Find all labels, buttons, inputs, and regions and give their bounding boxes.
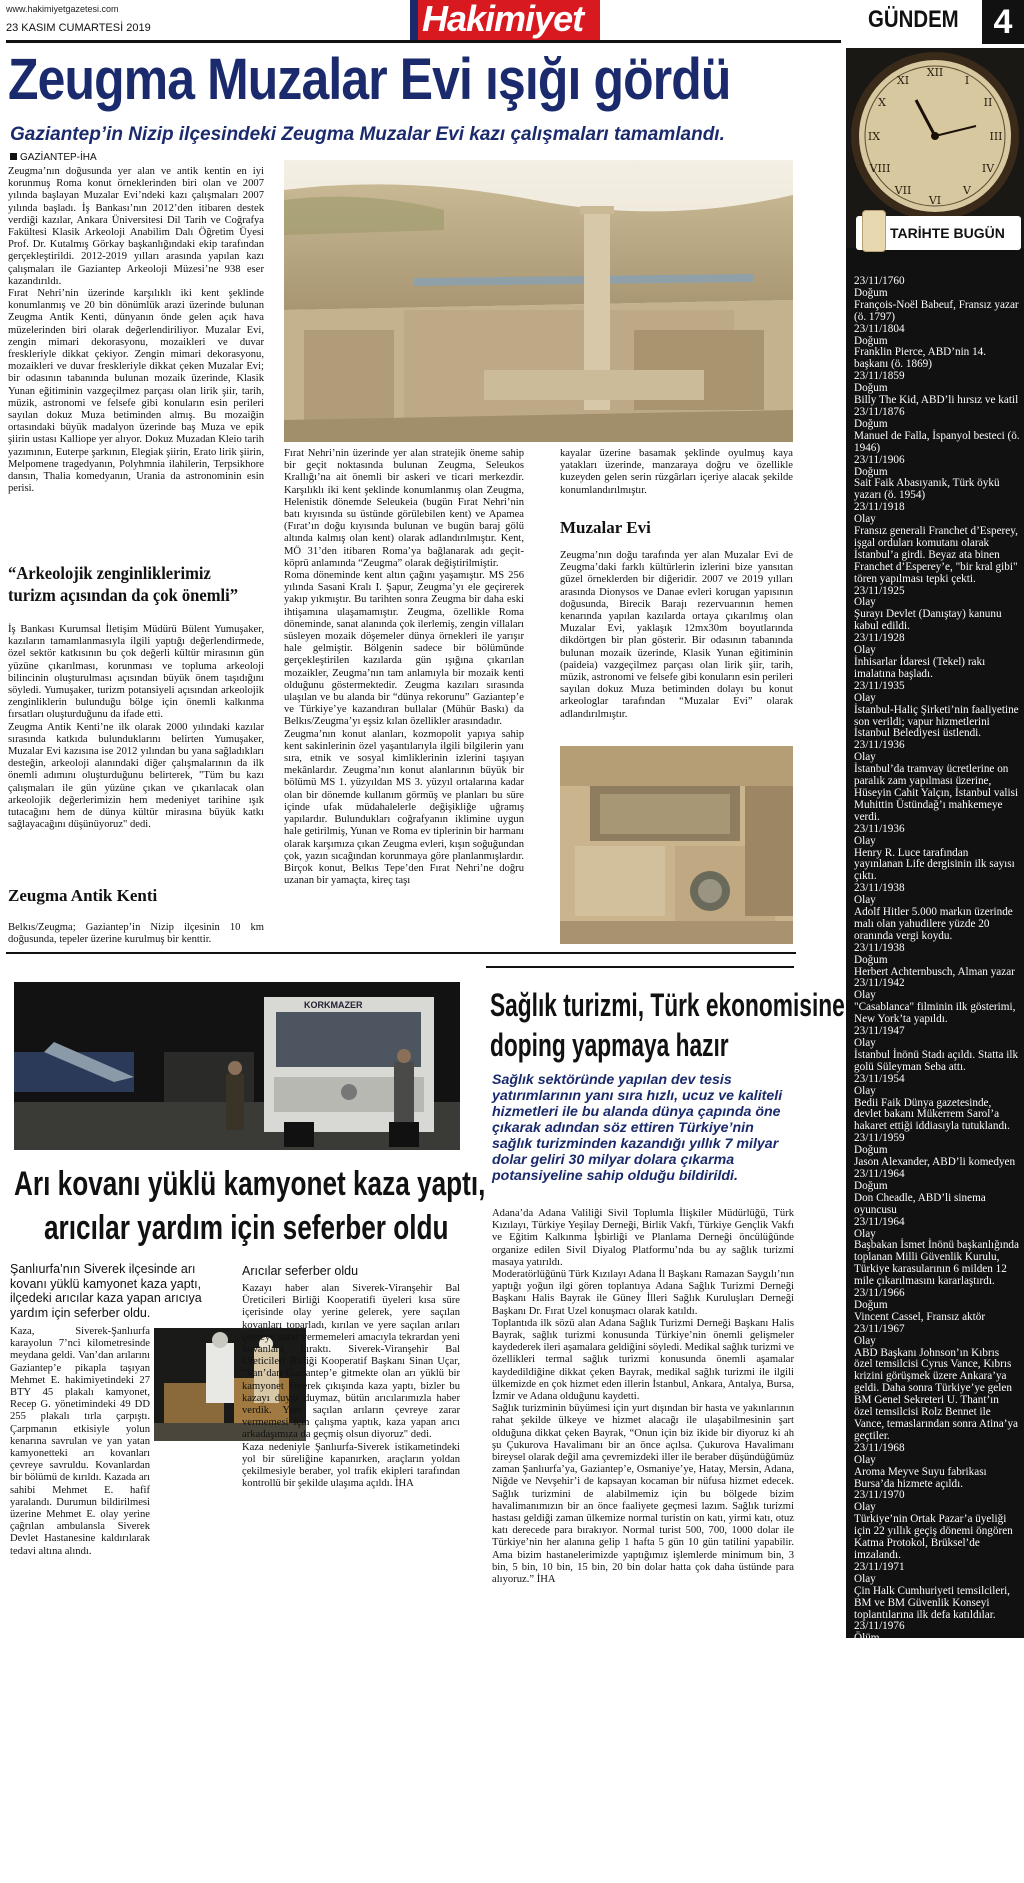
muzalar-evi-image bbox=[560, 746, 793, 944]
svg-text:V: V bbox=[963, 184, 971, 197]
article2-text2: Kazayı haber alan Siverek-Viranşehir Bal Üreticileri Birliği Kooperatifi üyeleri kısa süre içerisinde olay yerine gelerek, yere saçılan kovanları toparladı, kırılan ve yere saçılan arıları çevreye zarar vermemeleri amacıyla tekrardan yeni kovanlara bıraktı. Siverek-Viranşehir Bal Üreticileri Birliği Kooperatif Başkanı Sinan Uçar, "Van’dan Gaziantep’e gitmekte olan arı yüklü bir kamyonet Siverek çıkışında kaza yaptı, bizler bu kazayı duyar duymaz, bütün arıcılarımızla haber verdik. Yere saçılan arıların çevreye zarar vermemesi için çalışma yaptık, kaza yapan arıcı arkadaşımıza da geçmiş olsun diyoruz" dedi. Kaza nedeniyle Şanlıurfa-Siverek istikametindeki yol bir süreliğine kapanırken, araçların yoldan çekilmesiyle beraber, yol trafik ekipleri tarafından kontrollü bir şekilde ulaşıma açıldı. İHA bbox=[242, 1283, 460, 1490]
svg-text:X: X bbox=[878, 96, 886, 109]
article1-col2-text: Fırat Nehri’nin üzerinde yer alan stratejik öneme sahip bir geçit noktasında bulunan Zeugma, Seleukos Krallığı’na ait önemli bir askeri ve ticari merkezdir. Karşılıklı iki kent şeklinde konumlanmış olan Zeugma, Helenistik dönemde Seleukeia (bugün Fırat Nehri’nin batı kıyısında su üstünde görülebilen kent) ve Apamea (Fırat’ın doğu kıyısında bulunan ve bugün baraj gölü altında kalmış olan kent) olarak adlandırılmıştır. Kent, MÖ 31’den itibaren Roma’ya bağlanarak adı geçit-köprü anlamında “Zeugma” olarak değiştirilmiştir. Roma döneminde kent altın çağını yaşamıştır. MS 256 yılında Sasani Kralı I. Şapur, Zeugma’yı ele geçirerek yakıp yıkmıştır. Bu tarihten sonra Zeugma bir daha eski ihtişamına ulaşamamıştır. Zeugma, özellikle Roma döneminde, sanat alanında çok ilerlemiş, zengin villaları süsleyen mozaik döşemeler dünya örnekleri ile yarışır hale gelmiştir. Bölgenin sadece bir bölümünde gerçekleştirilen kazılarda gün ışığına çıkarılan mozaikler, Zeugma’nın tam anlamıyla bir mozaik kenti olduğunu göstermektedir. Zeugma kazıları sırasında ulaşılan ve bu alanda bir “dünya rekorunu” Gaziantep’e ve Türkiye’ye kazandıran bullalar (Mühür Baskı) da Belkıs/Zeugma’yı eşsiz kılan özellikler arasındadır. Zeugma’nın konut alanları, kozmopolit yapıya sahip kent sakinlerinin özel yaşantılarıyla ilgili bilgilerin yanı sıra, etnik ve sosyal kimliklerinin izlerini taşıyan mekânlardır. Zeugma’nın konut alanlarının büyük bir bölümü MS 1. yüzyıldan MS 3. yüzyıl ortalarına kadar olan bir dönemde kullanım görmüş ve planları bu süre içinde ufak müdahalelerle değişikliğe uğramış yapılardır. Bulundukları coğrafyanın iklimine uygun hale getirilmiş, Yunan ve Roma ev tiplerinin bir harmanı olarak karşımıza çıkan Zeugma evleri, kışın soğuğundan çok, yazın sıcağından korunmaya göre planlanmışlardır. Birçok konut, Belkıs Tepe’den Fırat Nehri’ne doğru uzanan bir yamaçta, kireç taşı bbox=[284, 448, 524, 887]
article3-headline-line2: doping yapmaya hazır bbox=[490, 1027, 729, 1063]
scroll-icon bbox=[862, 210, 886, 252]
article3-top-rule bbox=[486, 966, 794, 968]
article1-quote-heading: “Arkeolojik zenginliklerimiz turizm açısından da çok önemli” bbox=[8, 563, 239, 605]
logo-stripe-icon bbox=[410, 0, 418, 40]
article1-col1-text3: Belkıs/Zeugma; Gaziantep’in Nizip ilçesinin 10 km doğusunda, tepeler üzerine kurulmuş bir kenttir. bbox=[8, 922, 264, 946]
article1-headline: Zeugma Muzalar Evi ışığı gördü bbox=[8, 47, 731, 112]
article1-col1-text: Zeugma’nın doğusunda yer alan ve antik kentin en iyi korunmuş Roma konut örneklerinden biri olan ve 2007 yılında başlayan Muzalar Evi’ndeki kazı çalışmaları 2007 yılında başladı. İş Bankası’nın 2012’den itibaren destek verdiği kazılar, Ankara Üniversitesi Dil Tarih ve Coğrafya Fakültesi Klasik Arkeoloji Anabilim Dalı Öğretim Üyesi Prof. Dr. Kutalmış Görkay başkanlığındaki ekip tarafından gerçekleştirildi. 2012-2019 yılları arasında yapılan kazı çalışmaları ile Gaziantep Arkeoloji Müzesi’ne 938 eser kazandırıldı. Fırat Nehri’nin üzerinde karşılıklı iki kent şeklinde konumlanmış ve 20 bin dönümlük arazi üzerinde bulunan Zeugma Antik Kenti, dünyanın önde gelen açık hava müzelerinden biri olarak değerlendiriliyor. Muzalar Evi, zengin mimari dekorasyonu, mozaikleri ve duvar freskleriyle dikkat çekiyor. Zengin mimari dekorasyonu, mozaikleri ve duvar freskleriyle dikkat çeken Muzalar Evi; bir odasının tabanında bulunan mozaik üzerinde, Klasik Yunan eğitiminin vazgeçilmez parçası olan lirik şiir, tarih, müzik, astronomi ve felsefe gibi konuların esin perileri sayılan dokuz Muza betiminden almış. Bu mozaiğin ortasındaki büyük madalyon üzerinde baş Muza ve epik şiirin ustası Kalliope yer alıyor. Dokuz Muzadan Kleio tarih yazımının, Euterpe şarkının, Elegiak şiirin, Erato lirik şiirin, Melpomene tragedyanın, Polyhmnia ilahilerin, Terpsikhore dansın, Thalia komedyanın, Urania da astronominin esin perisi. bbox=[8, 166, 264, 495]
article1-col1-text2: İş Bankası Kurumsal İletişim Müdürü Bülent Yumuşaker, kazıların tamamlanmasıyla ilgili yaptığı değerlendirmede, özel sektör katkısının bu çok değerli kültür mirasının gün yüzüne çıkarılması, korunması ve topluma arkeoloji bilincinin oluşturulması açısından büyük önem taşıdığını söyledi. Yumuşaker, turizm potansiyeli açısından arkeolojik zenginliklerin bulunduğu bölge için önemli kalkınma fırsatları oluşturduğunu da ifade etti. Zeugma Antik Kenti’ne ilk olarak 2000 yılındaki kazılar sırasında katkıda bulunduklarını belirten Yumuşaker, Muzalar Evi kazısına ise 2012 yılından bu yana sağladıkları desteğin, arkeoloji alanındaki diğer çalışmalarının da ilk önemli adımını oluşturduğunu belirterek, "Tüm bu kazı çalışmaları ile gün yüzüne çıkan ve çıkarılacak olan arkeolojik değerlerimizin hem medeniyet tarihine ışık tutacağını hem de dünya kültür mirasına büyük katkı sağlayacağını düşünüyoruz" dedi. bbox=[8, 624, 264, 831]
muzalar-evi-photo bbox=[560, 746, 793, 944]
excavation-column-photo bbox=[284, 160, 793, 442]
svg-text:I: I bbox=[964, 74, 970, 87]
truck-brand-text: KORKMAZER bbox=[304, 1000, 363, 1010]
sidebar-entries: 23/11/1760 Doğum François-Noël Babeuf, Fransız yazar (ö. 1797) 23/11/1804 Doğum Franklin Pierce, ABD’nin 14. başkanı (ö. 1869) 23/11/1859 Doğum Billy The Kid, ABD’li hırsız ve katil 23/11/1876 Doğum Manuel de Falla, İspanyol besteci (ö. 1946) 23/11/1906 Doğum Sait Faik Abasıyanık, Türk öykü yazarı (ö. 1954) 23/11/1918 Olay Fransız generali Franchet d’Esperey, işgal orduları komutanı olarak İstanbul’a girdi. Beyaz ata binen Franchet d’Esperey’e, "bir kral gibi" tören yapılması tepki çekti. 23/11/1925 Olay Şurayı Devlet (Danıştay) kanunu kabul edildi. 23/11/1928 Olay İnhisarlar İdaresi (Tekel) rakı imalatına başladı. 23/11/1935 Olay İstanbul-Haliç Şirketi’nin faaliyetine son verildi; vapur hizmetlerini İstanbul Belediyesi üstlendi. 23/11/1936 Olay İstanbul’da tramvay ücretlerine on paralık zam yapılması üzerine, Hüseyin Cahit Yalçın, İstanbul valisi Muhittin Üstündağ’ı mahkemeye verdi. 23/11/1936 Olay Henry R. Luce tarafından yayınlanan Life dergisinin ilk sayısı çıktı. 23/11/1938 Olay Adolf Hitler 5.000 markın üzerinde malı olan yahudilere yüzde 20 oranında vergi koydu. 23/11/1938 Doğum Herbert Achternbusch, Alman yazar 23/11/1942 Olay "Casablanca" filminin ilk gösterimi, New York’ta yapıldı. 23/11/1947 Olay İstanbul İnönü Stadı açıldı. Statta ilk golü Süleyman Seba attı. 23/11/1954 Olay Bedii Faik Dünya gazetesinde, devlet bakanı Mükerrem Sarol’a hakaret ettiği iddiasıyla tutuklandı. 23/11/1959 Doğum Jason Alexander, ABD’li komedyen 23/11/1964 Doğum Don Cheadle, ABD’li sinema oyuncusu 23/11/1964 Olay Başbakan İsmet İnönü başkanlığında toplanan Milli Güvenlik Kurulu, Türkiye karasularının 6 milden 12 mile çıkarılmasını kararlaştırdı. 23/11/1966 Doğum Vincent Cassel, Fransız aktör 23/11/1967 Olay ABD Başkanı Johnson’ın Kıbrıs özel temsilcisi Cyrus Vance, Kıbrıs krizini görüşmek üzere Ankara’ya geldi. Daha sonra Türkiye’ye gelen BM Genel Sekreteri U. Thant’ın özel temsilcisi Rolz Bennet ile Vance, temaslarından sonra Atina’ya geçtiler. 23/11/1968 Olay Aroma Meyve Suyu fabrikası Bursa’da hizmete açıldı. 23/11/1970 Olay Türkiye’nin Ortak Pazar’a üyeliği için 22 yıllık geçiş dönemi öngören Katma Protokol, Brüksel’de imzalandı. 23/11/1971 Olay Çin Halk Cumhuriyeti temsilcileri, BM ve BM Güvenlik Konseyi toplantılarına ilk defa katıldılar. 23/11/1976 Ölüm Fransız düşünürü Andre Malraux öldü. 23/11/1979 Ölüm Merle Oberon sinema oyuncusu (d. 19 Şubat 1911) 23/11/1979 Doğum Nihat Kahveci, Türk Futbolcu 23/11/1980 Olay Güney İtalya’da deprem: yaklaşık 4.800 kişi öldü. 23/11/1981 Doğum Nick Carle, Avustralyalı futbolcu 23/11/1984 Doğum Lucas Grabeel, ABD li oyuncu ve şarkıcı bbox=[854, 275, 1020, 1883]
svg-text:XI: XI bbox=[896, 74, 910, 87]
svg-text:III: III bbox=[989, 130, 1003, 143]
excavation-column-image bbox=[284, 160, 793, 442]
article1-sub2-heading: Muzalar Evi bbox=[560, 518, 651, 537]
article2-text1: Kaza, Siverek-Şanlıurfa karayolun 7’nci kilometresinde meydana geldi. Van’dan arılarını Gaziantep’e pikapla taşıyan Mehmet E. hakimiyetindeki 27 BTY 45 plakalı kamyonet, Recep G. yönetimindeki 49 DD 255 plakalı tırla çarpıştı. Çarpmanın etkisiyle yolun kenarına savrulan ve yan yatan kamyonetteki arı kovanları çevreye savruldu. Kovanlardan bir bölümü de kırıldı. Kazada arı sahibi Mehmet E. hafif yaralandı. Durumun bildirilmesi üzerine Mehmet E. olay yerine çağrılan ambulansla Siverek Devlet Hastanesine kaldırılarak tedavi altına alındı. bbox=[10, 1326, 150, 1557]
header-rule bbox=[6, 40, 841, 43]
sidebar-title: TARİHTE BUGÜN bbox=[890, 225, 1005, 241]
section-label: GÜNDEM bbox=[868, 6, 959, 33]
svg-text:XII: XII bbox=[926, 66, 944, 79]
article1-bottom-rule bbox=[6, 952, 796, 954]
article3-headline-line1: Sağlık turizmi, Türk ekonomisine bbox=[490, 987, 845, 1023]
article3-lead: Sağlık sektöründe yapılan dev tesis yatırımlarının yanı sıra hızlı, ucuz ve kaliteli hizmetleri ile bu alanda dünya çapında öne çıkarak adından söz ettiren Türkiye’nin sağlık turizminden kazandığı yıllık 7 milyar dolar geliri 30 milyar dolara çıkarma potansiyeline sahip olduğu bildirildi. bbox=[492, 1072, 783, 1184]
article1-subheadline: Gaziantep’in Nizip ilçesindeki Zeugma Muzalar Evi kazı çalışmaları tamamlandı. bbox=[10, 124, 725, 145]
logo-text: Hakimiyet bbox=[422, 0, 584, 39]
svg-text:VI: VI bbox=[928, 194, 942, 207]
article2-text1-cont bbox=[10, 1438, 235, 1568]
article2-subheading: Arıcılar seferber oldu bbox=[242, 1264, 359, 1278]
sidebar-title-box bbox=[856, 216, 1021, 250]
svg-text:II: II bbox=[983, 96, 993, 109]
sidebar bbox=[846, 48, 1024, 1883]
article2-headline-line2: arıcılar yardım için seferber oldu bbox=[44, 1209, 449, 1247]
masthead-logo bbox=[410, 0, 600, 40]
accident-photo bbox=[14, 982, 460, 1150]
svg-text:IV: IV bbox=[981, 162, 995, 175]
website-url: www.hakimiyetgazetesi.com bbox=[6, 4, 119, 14]
article1-col3-text2: Zeugma’nın doğu tarafında yer alan Muzalar Evi de Zeugma’daki farklı kültürlerin izlerini bize yansıtan güzel örneklerden bir diğeridir. 2007 ve 2019 yılları arasında Dionysos ve Danae evleri korugan yapısının doğusunda, Birecik Barajı rezervuarının hemen kenarında yapılan kazılarda ortaya çıkarılmış olan Muzalar Evi, yaklaşık 12mx30m boyutlarında dikdörtgen bir plan gösterir. Bir odasının tabanında bulunan mozaik üzerinde, Klasik Yunan eğitiminin (paideia) vazgeçilmez parçası olan lirik şiir, tarih, müzik, astronomi ve felsefe gibi konuların esin perileri sayılan dokuz Muza betiminden dolayı bu konut arkeologlar tarafından “Muzalar Evi” olarak adlandırılmıştır. bbox=[560, 550, 793, 720]
article1-sub1-heading: Zeugma Antik Kenti bbox=[8, 886, 158, 905]
svg-text:VII: VII bbox=[894, 184, 912, 197]
byline-square-icon bbox=[10, 153, 17, 160]
article2-headline-line1: Arı kovanı yüklü kamyonet kaza yaptı, bbox=[14, 1165, 486, 1203]
svg-text:IX: IX bbox=[867, 130, 881, 143]
article1-byline bbox=[10, 152, 97, 163]
issue-date: 23 KASIM CUMARTESİ 2019 bbox=[6, 22, 151, 34]
byline-text: GAZİANTEP-İHA bbox=[20, 152, 97, 163]
page-number: 4 bbox=[982, 0, 1024, 44]
truck-accident-image bbox=[14, 982, 460, 1150]
article1-col3-text: kayalar üzerine basamak şeklinde oyulmuş kaya yatakları üzerinde, manzaraya doğru ve özellikle kuzeyden gelen serin rüzgârları içeriye alacak şekilde konumlandırılmıştır. bbox=[560, 448, 793, 496]
article2-lead: Şanlıurfa’nın Siverek ilçesinde arı kovanı yüklü kamyonet kaza yaptı, ilçedeki arıcılar kaza yapan arıcıya yardım için seferber oldu. bbox=[10, 1262, 202, 1320]
svg-text:VIII: VIII bbox=[869, 162, 891, 175]
article3-text: Adana’da Adana Valiliği Sivil Toplumla İlişkiler Müdürlüğü, Türk Kızılayı, Türkiye Yeşilay Derneği, Birlik Vakfı, Türkiye Gençlik Vakfı ve Eğitim Kalkınma İşbirliği ve Planlama Derneği öncülüğünde organize edilen Sivil Diyalog Platformu’nda bu ay sağlık turizmi masaya yatırıldı. Moderatörlüğünü Türk Kızılayı Adana İl Başkanı Ramazan Saygılı’nın yaptığı yoğun ilgi gören toplantıya Adana Sağlık Turizmi Derneği Başkanı Halis Bayrak ile Güney İlleri Sağlık Kuruluşları Derneği Başkanı Dr. Fırat Uzel konuşmacı olarak katıldı. Toplantıda ilk sözü alan Adana Sağlık Turizmi Derneği Başkanı Halis Bayrak, sağlık turizmi konusunda Türkiye’nin önemli gelişmeler kaydederek ileri aşamalara geldiğini söyledi. Medikal sağlık turizmi ve özellikleri termal sağlık turizmi konusunda önemli aşamalar kaydedildiğine dikkat çeken Bayrak, medikal sağlık turizmi ile ilgili ülkemizde en çok hizmet eden illerin İstanbul, Ankara, Antalya, Bursa, İzmir ve Adana olduğunu kaydetti. Sağlık turizminin büyümesi için yurt dışından bir hasta ve yakınlarının rahat şekilde ülkeye ve hizmet alacağı ile ulaşabilmesinin şart olduğuna dikkat çeken Bayrak, “Onun için biz ikide bir diyoruz ki ah şu Çukurova Havalimanı bir an önce açılsa. Çukurova Havalimanı bireysel olarak değil ama çevremizdeki iller ile beraber düşündüğümüz zaman Şanlıurfa’ya, Gaziantep’e, Osmaniye’ye, Hatay, Mersin, Adana, Niğde ve Nevşehir’i de kapsayan kocaman bir nüfusa hizmet edecek. Sağlık turizmini de alabilmemiz için bu bölgede bizim havalimanımızın bir an önce faaliyete geçmesi lazım. Sağlık turizmi hastası geldiği zaman ülkemize normal turistin on katı, yirmi katı, otuz katı derecede para bırakıyor. Normal turist 500, 700, 1000 dolar ile Türkiye’nin her alanına gelip 1 hafta 5 gün 10 gün tatilini yapabilir. Ama bizim hastanelerimizde yaptığımız işlemlerde minimum bin, 3 bin, 5 bin, 10 bin, 15 bin, 20 bin dolar hatta çok daha üstünde para alıyoruz.” İHA bbox=[492, 1208, 794, 1586]
